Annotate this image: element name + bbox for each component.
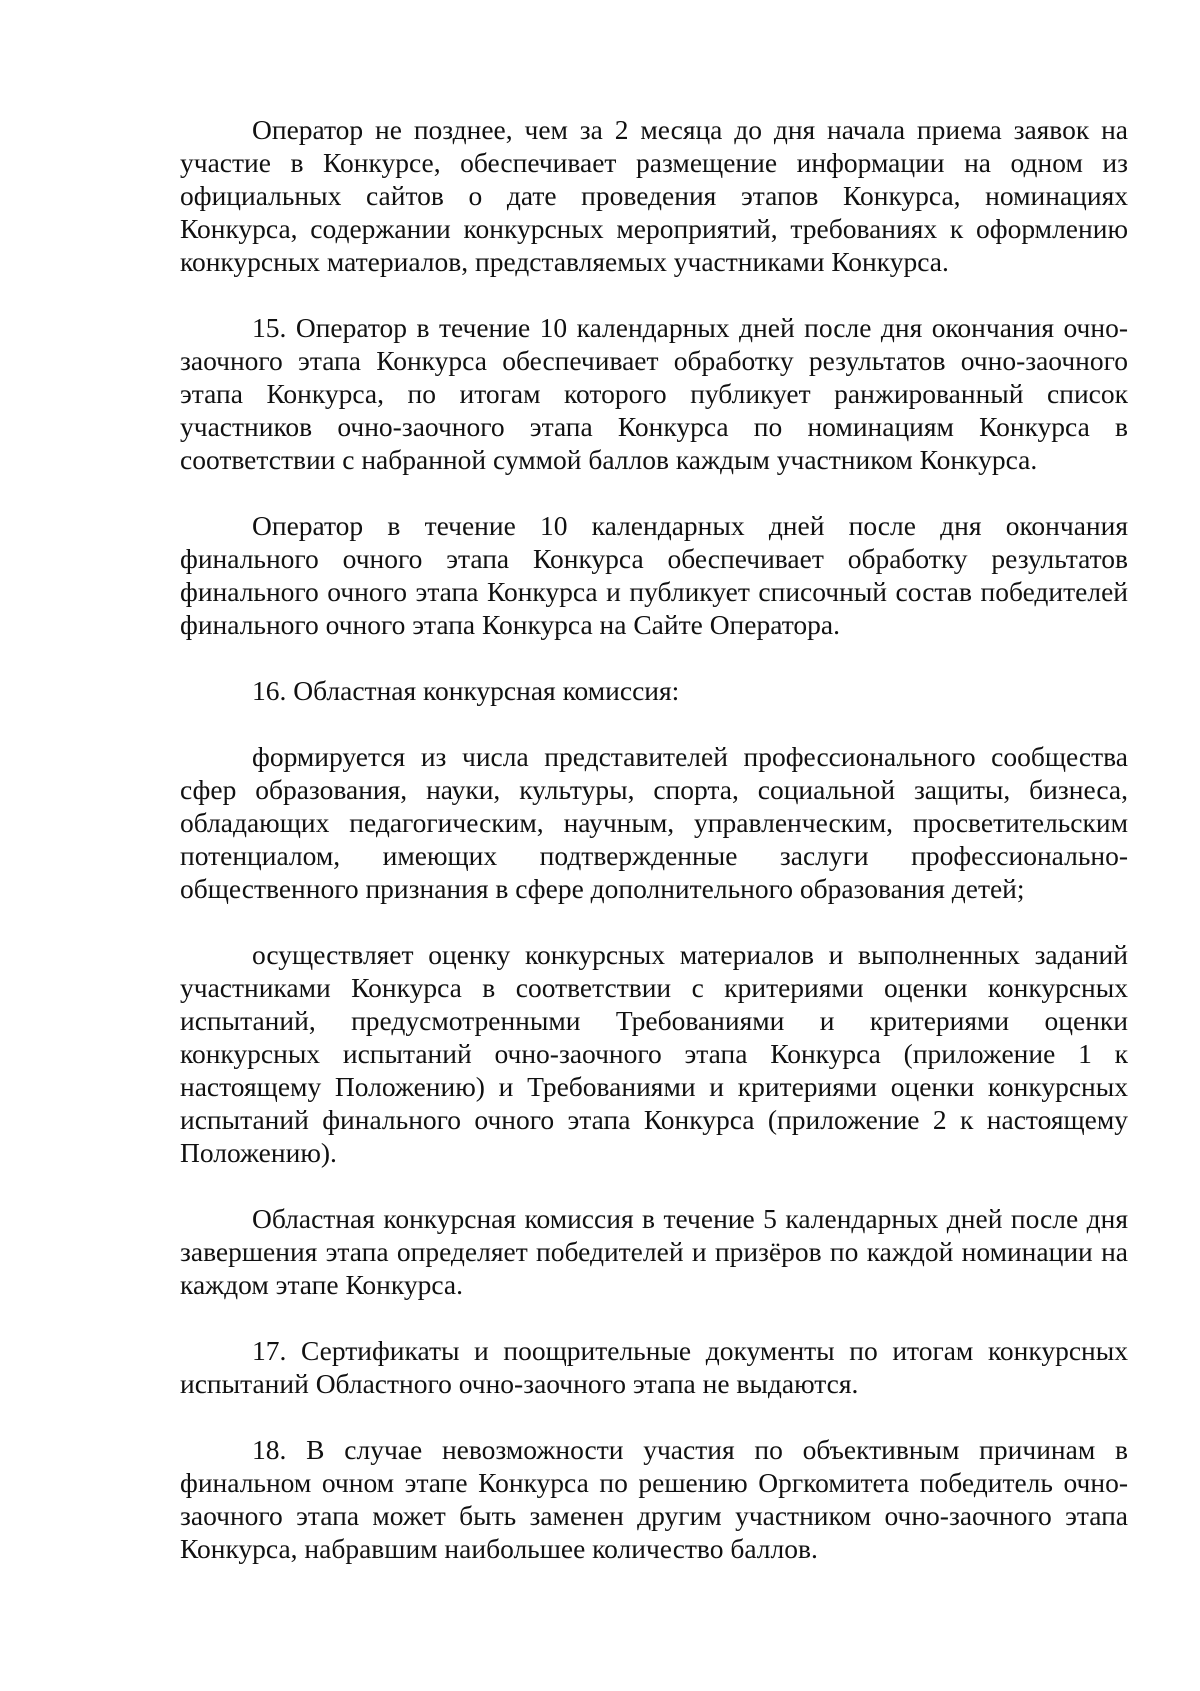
paragraph-commission-evaluation: осуществляет оценку конкурсных материалов и выполненных заданий участниками Конкурса в соответствии с критериями оценки конкурсных испытаний, предусмотренными Требованиями и критериями оценки конкурсных испытаний очно-заочного этапа Конкурса (приложение 1 к настоящему Положению) и Требованиями и критериями оценки конкурсных испытаний финального очного этапа Конкурса (приложение 2 к настоящему Положению). bbox=[180, 939, 1128, 1168]
paragraph-18: 18. В случае невозможности участия по объективным причинам в финальном очном этапе Конкурса по решению Оргкомитета победитель очно-заочного этапа может быть заменен другим участником очно-заочного этапа Конкурса, набравшим наибольшее количество баллов. bbox=[180, 1434, 1128, 1564]
document-body bbox=[180, 113, 1128, 1598]
paragraph-17: 17. Сертификаты и поощрительные документы по итогам конкурсных испытаний Областного очно-заочного этапа не выдаются. bbox=[180, 1335, 1128, 1399]
paragraph-15: 15. Оператор в течение 10 календарных дней после дня окончания очно-заочного этапа Конкурса обеспечивает обработку результатов очно-заочного этапа Конкурса, по итогам которого публикует ранжированный список участников очно-заочного этапа Конкурса по номинациям Конкурса в соответствии с набранной суммой баллов каждым участником Конкурса. bbox=[180, 312, 1128, 475]
paragraph-commission-formation: формируется из числа представителей профессионального сообщества сфер образования, науки, культуры, спорта, социальной защиты, бизнеса, обладающих педагогическим, научным, управленческим, просветительским потенциалом, имеющих подтвержденные заслуги профессионально-общественного признания в сфере дополнительного образования детей; bbox=[180, 741, 1128, 904]
paragraph-operator-final-stage: Оператор в течение 10 календарных дней после дня окончания финального очного этапа Конкурса обеспечивает обработку результатов финального очного этапа Конкурса и публикует списочный состав победителей финального очного этапа Конкурса на Сайте Оператора. bbox=[180, 510, 1128, 640]
paragraph-operator-information: Оператор не позднее, чем за 2 месяца до дня начала приема заявок на участие в Конкурсе, обеспечивает размещение информации на одном из официальных сайтов о дате проведения этапов Конкурса, номинациях Конкурса, содержании конкурсных мероприятий, требованиях к оформлению конкурсных материалов, представляемых участниками Конкурса. bbox=[180, 114, 1128, 277]
paragraph-commission-winners: Областная конкурсная комиссия в течение 5 календарных дней после дня завершения этапа определяет победителей и призёров по каждой номинации на каждом этапе Конкурса. bbox=[180, 1203, 1128, 1300]
paragraph-16: 16. Областная конкурсная комиссия: bbox=[252, 675, 680, 706]
